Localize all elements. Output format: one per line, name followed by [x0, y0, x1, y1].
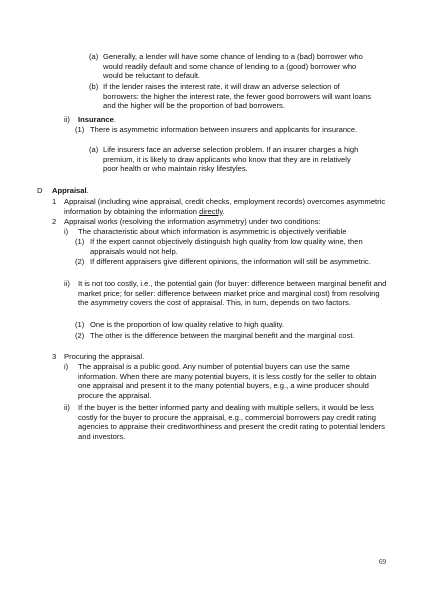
paragraph — [90, 331, 382, 341]
paragraph-text: The characteristic about which information is asymmetric is objectively verifiable — [78, 227, 347, 236]
paragraph-text: It is not too costly, i.e., the potential gain (for buyer: difference between marginal benefit and market price; for seller: difference between market price and marginal cost) from resolving the asymmetry covers the cost of appraisal. This, in turn, depends on two factors. — [78, 279, 387, 308]
heading-period: . — [113, 115, 116, 124]
item-label: (1) — [75, 320, 85, 329]
paragraph-text: The other is the difference between the marginal benefit and the marginal cost. — [90, 331, 355, 340]
paragraph — [78, 227, 390, 237]
paragraph-text: Procuring the appraisal. — [64, 352, 145, 361]
paragraph-text: The appraisal is a public good. Any number of potential buyers can use the same information. When there are many potential buyers, it is less costly for the seller to obtain one appraisal and present it to the many potential buyers, e.g., a wine producer should procure the appraisal. — [78, 362, 377, 400]
paragraph — [78, 362, 390, 400]
item-label: (2) — [75, 257, 85, 266]
paragraph — [78, 279, 390, 308]
paragraph — [64, 352, 389, 362]
heading-period: . — [86, 186, 89, 195]
item-label: (b) — [89, 82, 99, 91]
item-label: ii) — [64, 403, 70, 412]
item-label: (a) — [89, 145, 99, 154]
item-label: (2) — [75, 331, 85, 340]
paragraph-text: There is asymmetric information between insurers and applicants for insurance. — [90, 125, 358, 134]
paragraph — [103, 145, 363, 174]
paragraph-text-end: . — [222, 206, 225, 216]
item-label: ii) — [64, 115, 70, 124]
page-number: 69 — [379, 558, 386, 566]
paragraph-text: If the lender raises the interest rate, it will draw an adverse selection of borrowers: the higher the interest rate, the fewer good borrowers will want loans and the higher will be the proportion of bad borrowers. — [103, 82, 372, 111]
item-label: ii) — [64, 279, 70, 288]
paragraph — [103, 52, 371, 81]
paragraph-text: If different appraisers give different opinions, the information will still be asymmetric. — [90, 257, 371, 266]
item-label: i) — [64, 227, 69, 236]
paragraph — [103, 82, 373, 111]
emphasis-text: directly — [199, 206, 223, 216]
heading-text: Appraisal — [52, 186, 87, 195]
item-label: i) — [64, 362, 69, 371]
paragraph — [90, 237, 382, 256]
item-label: 2 — [52, 217, 57, 226]
paragraph — [90, 320, 382, 330]
section-heading — [52, 186, 89, 196]
paragraph-text: Appraisal works (resolving the information asymmetry) under two conditions: — [64, 217, 321, 226]
section-label: D — [37, 186, 43, 195]
heading-text: Insurance — [78, 115, 114, 124]
paragraph — [90, 125, 360, 135]
item-label: (1) — [75, 237, 85, 246]
paragraph-text: Generally, a lender will have some chance of lending to a (bad) borrower who would readily default and some chance of lending to a (good) borrower who would be reluctant to default. — [103, 52, 363, 81]
paragraph-text: Life insurers face an adverse selection problem. If an insurer charges a high premium, it is likely to draw applicants who know that they are in relatively poor health or who maintain risky lifestyles. — [103, 145, 359, 174]
paragraph — [64, 217, 389, 227]
item-label: 3 — [52, 352, 57, 361]
item-label: 1 — [52, 197, 57, 206]
item-label: (1) — [75, 125, 85, 134]
paragraph — [78, 403, 390, 441]
paragraph-text: Appraisal (including wine appraisal, credit checks, employment records) overcomes asymmetric information by obtaining the information — [64, 197, 386, 216]
item-label: (a) — [89, 52, 99, 61]
paragraph-text: If the buyer is the better informed party and dealing with multiple sellers, it would be less costly for the buyer to procure the appraisal, e.g., commercial borrowers pay credit rating agencies to appraise their creditworthiness and present the credit rating to potential lenders and investors. — [78, 403, 385, 441]
paragraph — [90, 257, 382, 267]
paragraph-text: If the expert cannot objectively distinguish high quality from low quality wine, then appraisals would not help. — [90, 237, 363, 256]
paragraph — [64, 197, 389, 216]
paragraph-text: One is the proportion of low quality relative to high quality. — [90, 320, 285, 329]
section-heading — [78, 115, 116, 125]
